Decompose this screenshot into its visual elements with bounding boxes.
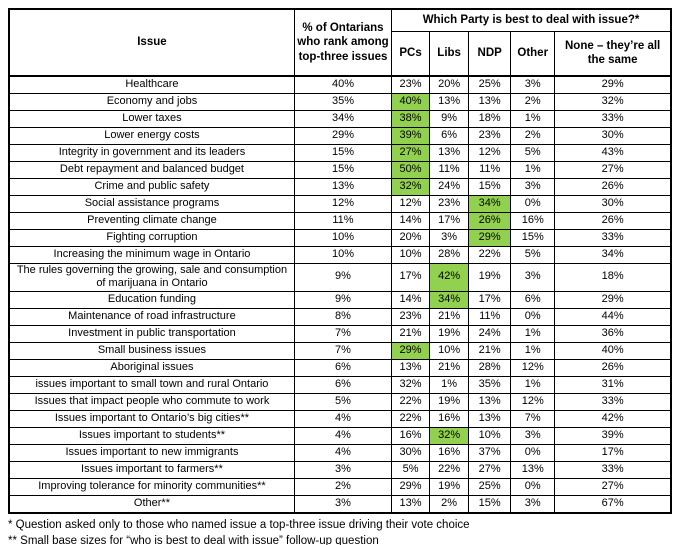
issue-cell: Maintenance of road infrastructure [9,309,294,326]
party-none-cell: 40% [555,343,671,360]
party-pcs-cell: 22% [392,394,430,411]
rank-cell: 4% [294,411,391,428]
party-libs-cell: 13% [430,144,469,161]
party-ndp-cell: 34% [469,195,511,212]
party-ndp-cell: 11% [469,309,511,326]
party-libs-cell: 3% [430,229,469,246]
party-ndp-cell: 22% [469,246,511,263]
party-libs-cell: 13% [430,93,469,110]
party-libs-cell: 19% [430,394,469,411]
party-libs-cell: 16% [430,445,469,462]
party-libs-cell: 16% [430,411,469,428]
party-ndp-cell: 27% [469,462,511,479]
party-pcs-cell: 39% [392,127,430,144]
party-libs-cell: 22% [430,462,469,479]
rank-cell: 6% [294,360,391,377]
party-libs-cell: 6% [430,127,469,144]
party-ndp-cell: 18% [469,110,511,127]
party-none-cell: 39% [555,428,671,445]
party-other-cell: 1% [511,343,555,360]
party-ndp-cell: 23% [469,127,511,144]
rank-cell: 15% [294,144,391,161]
party-none-cell: 36% [555,326,671,343]
party-none-cell: 30% [555,195,671,212]
party-ndp-cell: 10% [469,428,511,445]
party-ndp-cell: 21% [469,343,511,360]
issue-cell: Preventing climate change [9,212,294,229]
party-none-cell: 30% [555,127,671,144]
party-ndp-cell: 28% [469,360,511,377]
party-pcs-cell: 5% [392,462,430,479]
footnote-double-asterisk: ** Small base sizes for “who is best to deal with issue” follow-up question [8,534,379,545]
party-ndp-cell: 25% [469,479,511,496]
party-pcs-cell: 12% [392,195,430,212]
table-body [9,76,671,513]
rank-cell: 7% [294,343,391,360]
party-pcs-cell: 32% [392,377,430,394]
poll-results-table [8,8,672,514]
party-none-cell: 26% [555,360,671,377]
party-ndp-cell: 19% [469,263,511,292]
issue-cell: issues important to small town and rural Ontario [9,377,294,394]
party-other-cell: 0% [511,445,555,462]
rank-cell: 5% [294,394,391,411]
table-row [9,246,671,263]
party-other-cell: 2% [511,127,555,144]
party-ndp-cell: 17% [469,292,511,309]
party-none-cell: 31% [555,377,671,394]
table-row [9,360,671,377]
party-pcs-cell: 23% [392,76,430,93]
footnotes [8,518,693,545]
party-pcs-cell: 16% [392,428,430,445]
party-pcs-cell: 13% [392,360,430,377]
party-none-cell: 43% [555,144,671,161]
table-row [9,229,671,246]
party-none-cell: 29% [555,292,671,309]
column-header-pcs: PCs [392,31,430,76]
party-none-cell: 33% [555,394,671,411]
table-row [9,195,671,212]
column-header-issue: Issue [9,9,294,76]
party-none-cell: 33% [555,110,671,127]
table-row [9,178,671,195]
party-ndp-cell: 35% [469,377,511,394]
party-other-cell: 1% [511,110,555,127]
rank-cell: 34% [294,110,391,127]
issue-cell: Issues important to new immigrants [9,445,294,462]
rank-cell: 4% [294,445,391,462]
column-header-none: None – they’re all the same [555,31,671,76]
party-other-cell: 3% [511,178,555,195]
party-libs-cell: 2% [430,496,469,513]
table-row [9,161,671,178]
table-row [9,377,671,394]
party-libs-cell: 42% [430,263,469,292]
party-other-cell: 5% [511,246,555,263]
table-header [9,9,671,76]
party-libs-cell: 9% [430,110,469,127]
table-row [9,76,671,93]
party-ndp-cell: 11% [469,161,511,178]
party-none-cell: 26% [555,178,671,195]
party-pcs-cell: 29% [392,479,430,496]
rank-cell: 10% [294,229,391,246]
party-pcs-cell: 38% [392,110,430,127]
party-pcs-cell: 32% [392,178,430,195]
party-libs-cell: 34% [430,292,469,309]
party-pcs-cell: 20% [392,229,430,246]
issue-cell: Issues important to students** [9,428,294,445]
issue-cell: Fighting corruption [9,229,294,246]
issue-cell: Healthcare [9,76,294,93]
party-pcs-cell: 17% [392,263,430,292]
party-none-cell: 33% [555,229,671,246]
footnote-single-asterisk: * Question asked only to those who named issue a top-three issue driving their vote choice [8,518,470,531]
party-libs-cell: 21% [430,309,469,326]
table-row [9,479,671,496]
party-pcs-cell: 10% [392,246,430,263]
issue-cell: Integrity in government and its leaders [9,144,294,161]
table-row [9,496,671,513]
table-row [9,263,671,292]
party-libs-cell: 17% [430,212,469,229]
party-other-cell: 12% [511,360,555,377]
party-ndp-cell: 37% [469,445,511,462]
party-other-cell: 5% [511,144,555,161]
party-ndp-cell: 29% [469,229,511,246]
party-libs-cell: 32% [430,428,469,445]
table-row [9,462,671,479]
column-header-libs: Libs [430,31,469,76]
rank-cell: 7% [294,326,391,343]
issue-cell: Improving tolerance for minority communities** [9,479,294,496]
party-pcs-cell: 30% [392,445,430,462]
table-row [9,127,671,144]
party-libs-cell: 1% [430,377,469,394]
party-ndp-cell: 26% [469,212,511,229]
table-row [9,292,671,309]
party-other-cell: 0% [511,479,555,496]
party-other-cell: 1% [511,377,555,394]
party-other-cell: 1% [511,326,555,343]
table-row [9,110,671,127]
rank-cell: 12% [294,195,391,212]
party-other-cell: 3% [511,496,555,513]
party-other-cell: 7% [511,411,555,428]
issue-cell: Issues important to farmers** [9,462,294,479]
party-other-cell: 3% [511,428,555,445]
party-ndp-cell: 15% [469,496,511,513]
party-none-cell: 26% [555,212,671,229]
party-libs-cell: 24% [430,178,469,195]
party-none-cell: 32% [555,93,671,110]
party-none-cell: 29% [555,76,671,93]
issue-cell: Social assistance programs [9,195,294,212]
party-none-cell: 42% [555,411,671,428]
party-none-cell: 27% [555,161,671,178]
rank-cell: 6% [294,377,391,394]
party-other-cell: 6% [511,292,555,309]
rank-cell: 29% [294,127,391,144]
party-other-cell: 16% [511,212,555,229]
rank-cell: 3% [294,462,391,479]
column-header-other: Other [511,31,555,76]
party-ndp-cell: 13% [469,411,511,428]
party-pcs-cell: 29% [392,343,430,360]
issue-cell: Issues that impact people who commute to work [9,394,294,411]
issue-cell: Education funding [9,292,294,309]
rank-cell: 3% [294,496,391,513]
issue-cell: Lower taxes [9,110,294,127]
issue-cell: Crime and public safety [9,178,294,195]
issue-cell: Debt repayment and balanced budget [9,161,294,178]
party-none-cell: 17% [555,445,671,462]
table-row [9,326,671,343]
table-row [9,212,671,229]
party-none-cell: 44% [555,309,671,326]
party-pcs-cell: 23% [392,309,430,326]
party-libs-cell: 19% [430,326,469,343]
table-row [9,428,671,445]
table-row [9,93,671,110]
party-ndp-cell: 13% [469,93,511,110]
party-pcs-cell: 21% [392,326,430,343]
rank-cell: 8% [294,309,391,326]
party-none-cell: 18% [555,263,671,292]
party-libs-cell: 11% [430,161,469,178]
column-header-party-question: Which Party is best to deal with issue?* [392,9,671,31]
party-other-cell: 3% [511,263,555,292]
rank-cell: 9% [294,292,391,309]
party-other-cell: 0% [511,309,555,326]
party-other-cell: 13% [511,462,555,479]
table-row [9,144,671,161]
rank-cell: 10% [294,246,391,263]
party-other-cell: 3% [511,76,555,93]
party-libs-cell: 21% [430,360,469,377]
party-ndp-cell: 24% [469,326,511,343]
party-other-cell: 1% [511,161,555,178]
issue-cell: Investment in public transportation [9,326,294,343]
column-header-rank: % of Ontarians who rank among top-three issues [294,9,391,76]
rank-cell: 2% [294,479,391,496]
party-pcs-cell: 27% [392,144,430,161]
table-row [9,445,671,462]
party-pcs-cell: 14% [392,212,430,229]
party-ndp-cell: 25% [469,76,511,93]
party-libs-cell: 19% [430,479,469,496]
issue-cell: Small business issues [9,343,294,360]
party-libs-cell: 28% [430,246,469,263]
party-none-cell: 34% [555,246,671,263]
rank-cell: 35% [294,93,391,110]
party-none-cell: 27% [555,479,671,496]
party-libs-cell: 10% [430,343,469,360]
table-row [9,343,671,360]
issue-cell: The rules governing the growing, sale and consumption of marijuana in Ontario [9,263,294,292]
party-ndp-cell: 12% [469,144,511,161]
table-row [9,394,671,411]
party-pcs-cell: 40% [392,93,430,110]
issue-cell: Other** [9,496,294,513]
rank-cell: 40% [294,76,391,93]
party-other-cell: 0% [511,195,555,212]
party-libs-cell: 23% [430,195,469,212]
rank-cell: 13% [294,178,391,195]
party-pcs-cell: 50% [392,161,430,178]
party-other-cell: 12% [511,394,555,411]
issue-cell: Aboriginal issues [9,360,294,377]
rank-cell: 4% [294,428,391,445]
rank-cell: 15% [294,161,391,178]
party-libs-cell: 20% [430,76,469,93]
party-none-cell: 33% [555,462,671,479]
party-pcs-cell: 22% [392,411,430,428]
party-other-cell: 15% [511,229,555,246]
issue-cell: Issues important to Ontario’s big cities** [9,411,294,428]
party-pcs-cell: 13% [392,496,430,513]
issue-cell: Lower energy costs [9,127,294,144]
table-row [9,411,671,428]
table-row [9,309,671,326]
party-ndp-cell: 15% [469,178,511,195]
column-header-ndp: NDP [469,31,511,76]
party-pcs-cell: 14% [392,292,430,309]
party-ndp-cell: 13% [469,394,511,411]
party-other-cell: 2% [511,93,555,110]
issue-cell: Increasing the minimum wage in Ontario [9,246,294,263]
rank-cell: 9% [294,263,391,292]
party-none-cell: 67% [555,496,671,513]
issue-cell: Economy and jobs [9,93,294,110]
rank-cell: 11% [294,212,391,229]
